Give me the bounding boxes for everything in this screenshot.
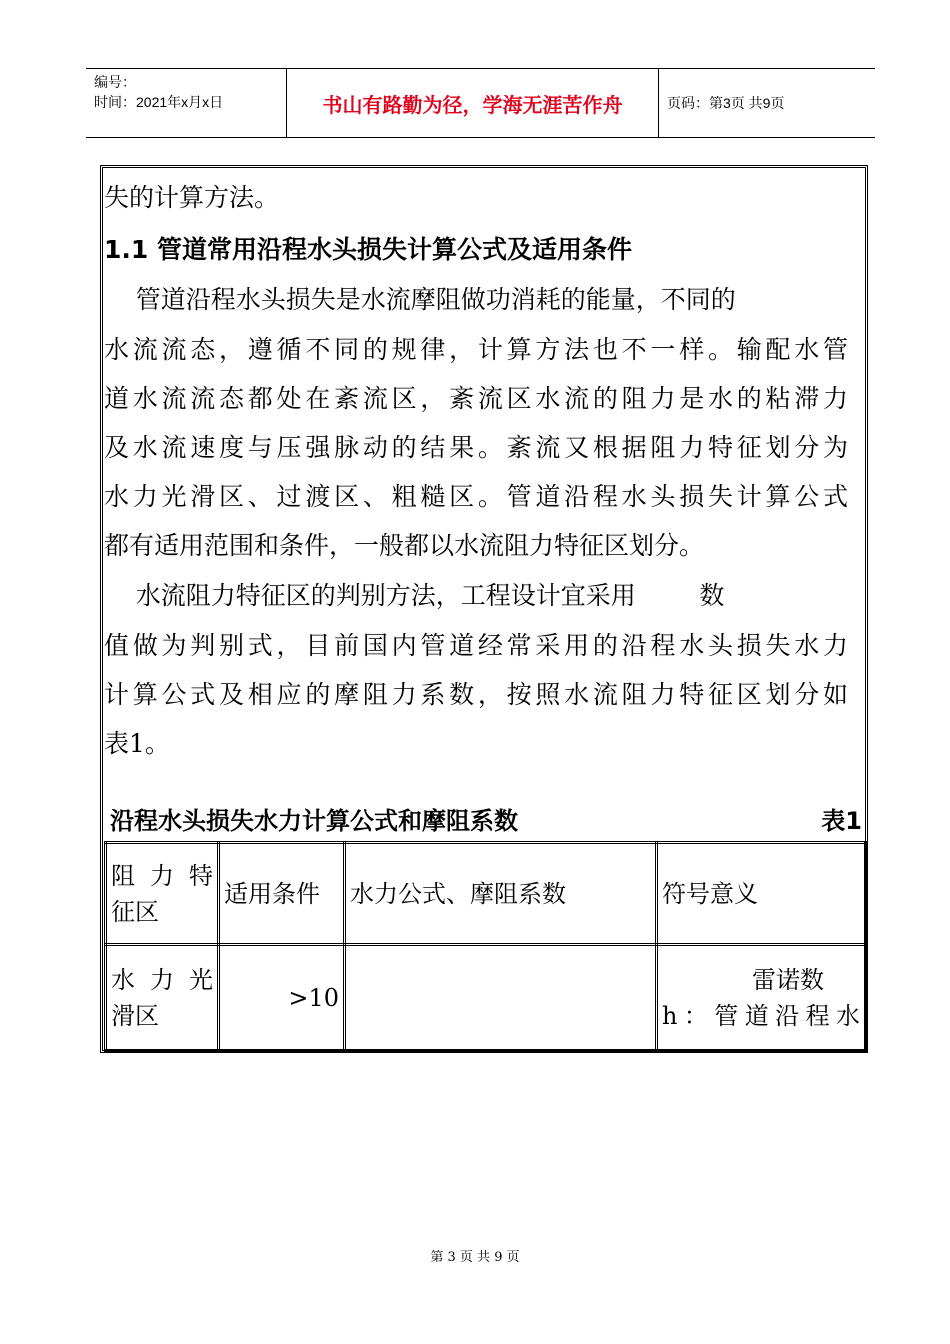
table-number: 表1 <box>821 806 862 835</box>
date-label: 时间：2021年x月x日 <box>94 94 224 110</box>
body-line: 值做为判别式，目前国内管道经常采用的沿程水头损失水力 <box>104 631 848 660</box>
header-cell-zone <box>106 843 219 945</box>
body-line: 水力光滑区、过渡区、粗糙区。管道沿程水头损失计算公式 <box>104 482 848 511</box>
section-heading: 1.1 管道常用沿程水头损失计算公式及适用条件 <box>104 235 632 264</box>
table-header-row <box>106 843 866 945</box>
meaning-line2: h：管道沿程水 <box>662 1001 860 1030</box>
header-meta <box>86 69 286 137</box>
cell-zone <box>106 945 219 1051</box>
body-line: 表1。 <box>104 729 170 758</box>
header-cell-meaning: 符号意义 <box>657 843 866 945</box>
zone-line1: 水力光 <box>111 965 213 994</box>
cell-formula <box>345 945 657 1051</box>
body-line: 失的计算方法。 <box>104 183 280 212</box>
meaning-line1: 雷诺数 <box>752 965 824 994</box>
table-row <box>106 945 866 1051</box>
body-line: 水流流态，遵循不同的规律，计算方法也不一样。输配水管 <box>104 335 848 364</box>
header-page-label: 页码：第3页 共9页 <box>667 95 785 111</box>
header-cell-formula: 水力公式、摩阻系数 <box>345 843 657 945</box>
cell-meaning <box>657 945 866 1051</box>
body-line: 都有适用范围和条件，一般都以水流阻力特征区划分。 <box>104 531 705 560</box>
header-zone-line2: 征区 <box>111 897 159 926</box>
formula-table <box>104 841 867 1052</box>
zone-line2: 滑区 <box>111 1001 159 1030</box>
body-line: 计算公式及相应的摩阻力系数，按照水流阻力特征区划分如 <box>104 680 848 709</box>
table-title: 沿程水头损失水力计算公式和摩阻系数 <box>110 806 518 835</box>
body-line: 水流阻力特征区的判别方法，工程设计宜采用 数 <box>104 581 725 610</box>
number-label: 编号： <box>94 74 136 90</box>
body-line: 及水流速度与压强脉动的结果。紊流又根据阻力特征划分为 <box>104 433 848 462</box>
table-caption <box>110 800 862 836</box>
header-slogan: 书山有路勤为径，学海无涯苦作舟 <box>286 69 659 137</box>
body-line: 道水流流态都处在紊流区，紊流区水流的阻力是水的粘滞力 <box>104 384 848 413</box>
header-cell-condition: 适用条件 <box>219 843 345 945</box>
page-footer: 第 3 页 共 9 页 <box>430 1250 520 1265</box>
body-line: 管道沿程水头损失是水流摩阻做功消耗的能量，不同的 <box>104 285 736 314</box>
cell-condition: >10 <box>219 945 345 1051</box>
page-header <box>86 68 875 138</box>
header-zone-line1: 阻力特 <box>111 861 213 890</box>
